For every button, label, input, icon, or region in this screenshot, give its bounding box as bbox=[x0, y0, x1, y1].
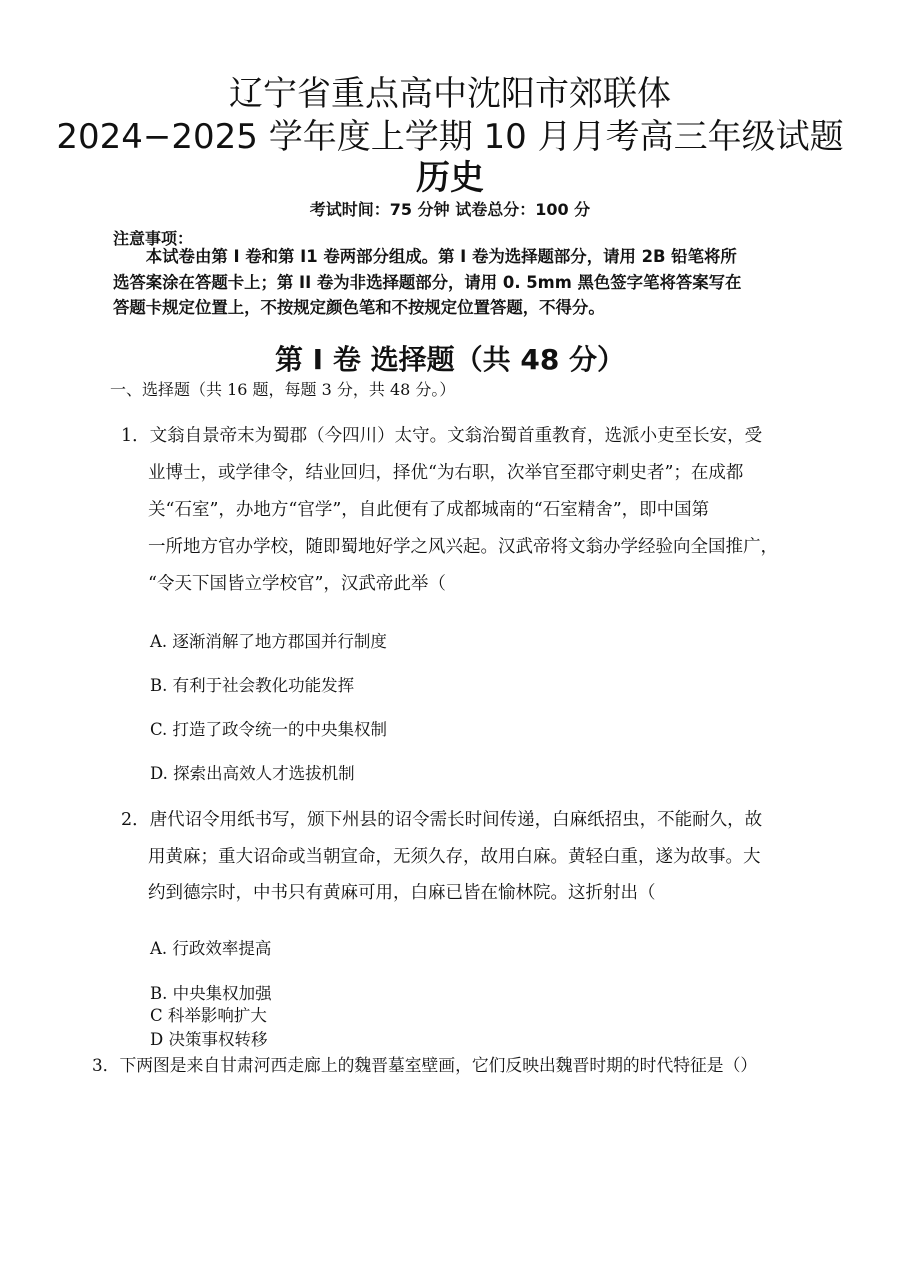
question-line: 2．唐代诏令用纸书写，颁下州县的诏令需长时间传递，白麻纸招虫，不能耐久，故 bbox=[121, 810, 763, 830]
notice-line: 答题卡规定位置上，不按规定颜色笔和不按规定位置答题，不得分。 bbox=[113, 298, 605, 317]
question-line: 1．文翁自景帝末为蜀郡（今四川）太守。文翁治蜀首重教育，选派小吏至长安，受 bbox=[121, 426, 763, 446]
question-line: 3．下两图是来自甘肃河西走廊上的魏晋墓室壁画，它们反映出魏晋时期的时代特征是（） bbox=[92, 1055, 758, 1075]
subject-title: 历史 bbox=[416, 158, 484, 198]
option-b: B. 中央集权加强 bbox=[150, 984, 272, 1003]
section-title: 第 I 卷 选择题（共 48 分） bbox=[274, 343, 626, 376]
option-b: B. 有利于社会教化功能发挥 bbox=[150, 676, 355, 695]
question-line: 一所地方官办学校，随即蜀地好学之风兴起。汉武帝将文翁办学经验向全国推广， bbox=[148, 537, 778, 557]
exam-title-line2: 2024−2025 学年度上学期 10 月月考高三年级试题 bbox=[56, 117, 844, 157]
option-a: A. 行政效率提高 bbox=[150, 939, 272, 958]
notice-label: 注意事项： bbox=[113, 229, 194, 248]
question-line: 用黄麻；重大诏命或当朝宣命，无须久存，故用白麻。黄轻白重，遂为故事。大 bbox=[148, 847, 761, 867]
question-line: 业博士，或学律令，结业回归，择优“为右职，次举官至郡守刺史者”；在成都 bbox=[148, 463, 744, 483]
exam-title-line1: 辽宁省重点高中沈阳市郊联体 bbox=[229, 74, 671, 114]
question-line: “令天下国皆立学校官”，汉武帝此举（ bbox=[148, 574, 446, 594]
option-a: A. 逐渐消解了地方郡国并行制度 bbox=[150, 632, 387, 651]
question-line: 关“石室”，办地方“官学”，自此便有了成都城南的“石室精舍”，即中国第 bbox=[148, 500, 710, 520]
option-c: C. 打造了政令统一的中央集权制 bbox=[150, 720, 388, 739]
option-c: C 科举影响扩大 bbox=[150, 1006, 267, 1025]
notice-line: 选答案涂在答题卡上；第 II 卷为非选择题部分，请用 0. 5mm 黑色签字笔将答案写在 bbox=[113, 273, 742, 292]
question-line: 约到德宗时，中书只有黄麻可用，白麻已皆在愉林院。这折射出（ bbox=[148, 883, 656, 903]
exam-info: 考试时间：75 分钟 试卷总分：100 分 bbox=[309, 200, 591, 219]
notice-line: 本试卷由第 I 卷和第 I1 卷两部分组成。第 I 卷为选择题部分，请用 2B 铅笔将所 bbox=[113, 247, 737, 266]
option-d: D 决策事权转移 bbox=[150, 1030, 268, 1049]
option-d: D. 探索出高效人才选拔机制 bbox=[150, 764, 355, 783]
part-label: 一、选择题（共 16 题，每题 3 分，共 48 分。） bbox=[110, 380, 456, 399]
